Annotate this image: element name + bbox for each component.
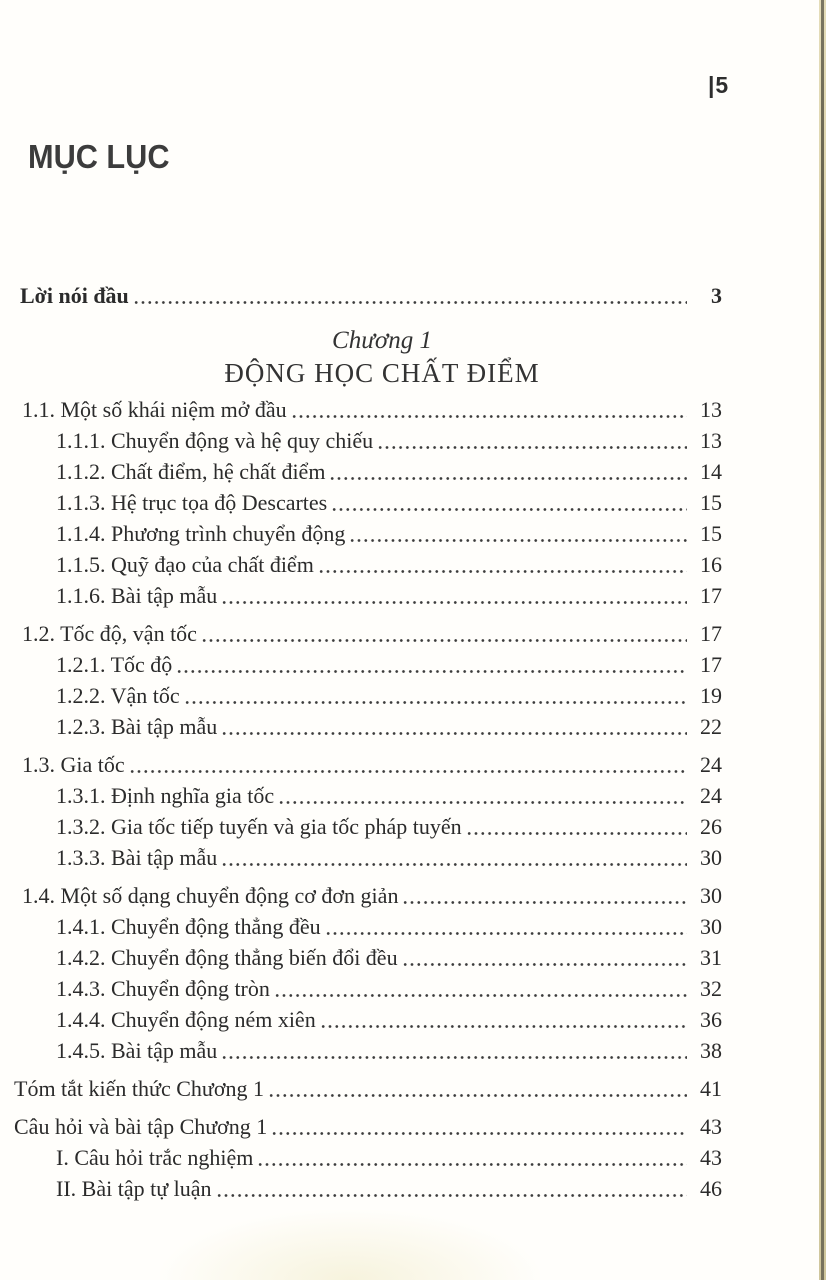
toc-entry-label: I. Câu hỏi trắc nghiệm [56,1145,254,1170]
toc-entry [14,1073,722,1104]
toc-entry-page: 15 [700,490,722,515]
dotted-leader [134,299,687,306]
toc-entry-page: 32 [700,976,722,1001]
toc-entry-label: 1.3.2. Gia tốc tiếp tuyến và gia tốc pháp tuyến [56,814,462,839]
toc-entry [14,580,722,611]
toc-entry [14,711,722,742]
toc-entry [14,842,722,873]
toc-entry-page: 31 [700,945,722,970]
toc-entry-label: Tóm tắt kiến thức Chương 1 [14,1076,264,1101]
toc-entry [14,780,722,811]
toc-entry-label: 1.2.2. Vận tốc [56,683,180,708]
toc-entry [14,280,722,311]
toc-entry-label: 1.4.4. Chuyển động ném xiên [56,1007,316,1032]
toc-entry-page: 43 [700,1114,722,1139]
toc-entry-page: 13 [700,397,722,422]
toc-entry-label: 1.4. Một số dạng chuyển động cơ đơn giản [22,883,399,908]
toc-entry-label: 1.1.4. Phương trình chuyển động [56,521,346,546]
toc-entry [14,394,722,425]
dotted-leader [467,830,687,837]
dotted-leader [177,668,687,675]
dotted-leader [202,637,687,644]
chapter-kicker: Chương 1 [332,327,432,354]
toc-entry [14,425,722,456]
chapter-heading [14,326,736,390]
toc-entry-page: 17 [700,652,722,677]
preface-entry-container [14,280,722,311]
toc-entry-page: 30 [700,883,722,908]
dotted-leader [326,930,687,937]
dotted-leader [275,992,687,999]
toc-entry-label: 1.4.1. Chuyển động thẳng đều [56,914,321,939]
toc-entry [14,1173,722,1204]
toc-entry [14,911,722,942]
toc-entry [14,618,722,649]
page-title: MỤC LỤC [28,138,170,175]
toc-entry [14,649,722,680]
toc-entry [14,1035,722,1066]
toc-entry [14,518,722,549]
scan-smudge-artifact [160,1210,540,1280]
toc-entry-label: 1.1.1. Chuyển động và hệ quy chiếu [56,428,374,453]
dotted-leader [403,961,687,968]
toc-entry-label: 1.1.6. Bài tập mẫu [56,583,218,608]
toc-entry-page: 46 [700,1176,722,1201]
dotted-leader [319,568,687,575]
toc-entry-label: 1.4.3. Chuyển động tròn [56,976,270,1001]
dotted-leader [130,768,687,775]
toc-entry-page: 24 [700,783,722,808]
toc-entry-page: 30 [700,914,722,939]
toc-entry-label: 1.2.3. Bài tập mẫu [56,714,218,739]
toc-entry [14,973,722,1004]
dotted-leader [330,475,687,482]
toc-entry-page: 41 [700,1076,722,1101]
dotted-leader [222,730,687,737]
toc-entry [14,680,722,711]
toc-entry [14,1111,722,1142]
toc-list [14,394,722,1204]
book-spine-edge-line [821,0,824,1280]
dotted-leader [272,1130,687,1137]
toc-entry-page: 3 [711,283,722,308]
dotted-leader [378,444,687,451]
toc-entry [14,811,722,842]
toc-entry-label: Lời nói đầu [20,283,129,308]
toc-entry [14,749,722,780]
toc-entry-page: 17 [700,621,722,646]
page-number-header: |5 [708,72,730,98]
dotted-leader [258,1161,687,1168]
toc-entry-label: 1.3. Gia tốc [22,752,125,777]
dotted-leader [185,699,687,706]
toc-entry-page: 16 [700,552,722,577]
toc-entry-label: 1.3.3. Bài tập mẫu [56,845,218,870]
toc-entry-label: 1.4.2. Chuyển động thẳng biến đổi đều [56,945,398,970]
toc-entry-page: 13 [700,428,722,453]
chapter-title: ĐỘNG HỌC CHẤT ĐIỂM [224,358,540,388]
toc-entry-label: 1.4.5. Bài tập mẫu [56,1038,218,1063]
toc-entry-page: 17 [700,583,722,608]
toc-entry [14,880,722,911]
toc-entry [14,487,722,518]
toc-entry-label: 1.3.1. Định nghĩa gia tốc [56,783,275,808]
toc-entry-label: II. Bài tập tự luận [56,1176,212,1201]
toc-entry [14,549,722,580]
toc-entry [14,942,722,973]
toc-entry-label: 1.2. Tốc độ, vận tốc [22,621,197,646]
toc-entry-page: 26 [700,814,722,839]
toc-entry-page: 36 [700,1007,722,1032]
dotted-leader [321,1023,687,1030]
toc-entry [14,1142,722,1173]
dotted-leader [332,506,687,513]
toc-entry-label: 1.1. Một số khái niệm mở đầu [22,397,287,422]
toc-entry-label: 1.2.1. Tốc độ [56,652,173,677]
dotted-leader [350,537,687,544]
dotted-leader [269,1092,687,1099]
toc-entry-page: 24 [700,752,722,777]
toc-entry-page: 43 [700,1145,722,1170]
toc-entry-page: 19 [700,683,722,708]
dotted-leader [279,799,687,806]
dotted-leader [292,413,687,420]
toc-entry-label: Câu hỏi và bài tập Chương 1 [14,1114,268,1139]
dotted-leader [222,599,687,606]
dotted-leader [222,861,687,868]
dotted-leader [403,899,687,906]
dotted-leader [222,1054,687,1061]
dotted-leader [217,1192,688,1199]
toc-entry [14,456,722,487]
toc-entry [14,1004,722,1035]
toc-entry-label: 1.1.5. Quỹ đạo của chất điểm [56,552,314,577]
toc-entry-page: 38 [700,1038,722,1063]
toc-entry-page: 14 [700,459,722,484]
toc-entry-label: 1.1.2. Chất điểm, hệ chất điểm [56,459,326,484]
toc-entry-page: 15 [700,521,722,546]
toc-entry-page: 22 [700,714,722,739]
toc-entry-label: 1.1.3. Hệ trục tọa độ Descartes [56,490,328,515]
toc-entry-page: 30 [700,845,722,870]
